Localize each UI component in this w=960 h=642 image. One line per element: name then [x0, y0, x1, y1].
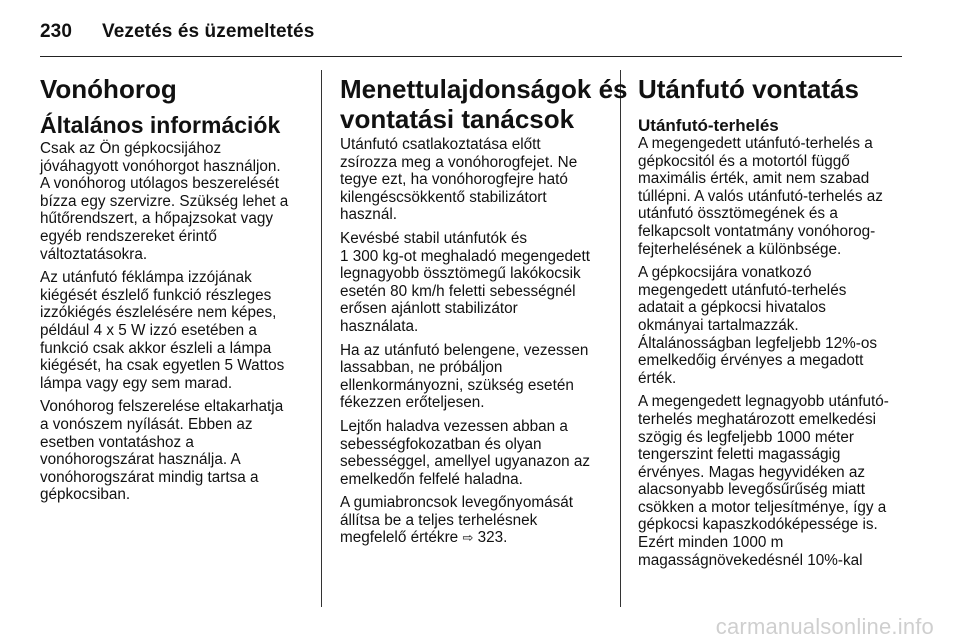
text-line: emelkedőig érvényes a megadott	[638, 352, 864, 370]
text-line: izzókiégés észlelésére nem képes,	[40, 304, 277, 322]
running-title: Vezetés és üzemeltetés	[102, 21, 315, 42]
text-line-with-reference	[340, 529, 612, 547]
text-line: állítsa be a teljes terhelésnek	[340, 511, 538, 529]
text-line: magasságnövekedésnél 10%-kal	[638, 551, 863, 569]
paragraph	[40, 140, 312, 263]
text-line: zsírozza meg a vonóhorogfejet. Ne	[340, 153, 578, 171]
page-number: 230	[40, 21, 73, 42]
text-line: A gumiabroncsok levegőnyomását	[340, 494, 573, 512]
text-line: túllépni. A valós utánfutó-terhelés az	[638, 187, 883, 205]
text-line: fékezzen erőteljesen.	[340, 394, 485, 412]
text-line: szögig és legfeljebb 1000 méter	[638, 428, 854, 446]
paragraph	[340, 418, 612, 488]
text-line: erősen ajánlott stabilizátor	[340, 300, 518, 318]
text-line: tegye ezt, ha vonóhorogfejre ható	[340, 171, 568, 189]
watermark-text: carmanualsonline.info	[715, 614, 934, 639]
text-line: Kevésbé stabil utánfutók és	[340, 229, 528, 247]
text-line: hűtőrendszert, a hőpajzsokat vagy	[40, 210, 273, 228]
text-line: Lejtőn haladva vezessen abban a	[340, 417, 568, 435]
text-line: terhelés meghatározott emelkedési	[638, 410, 877, 428]
text-line: gépkocsitól és a motortól függő	[638, 152, 850, 170]
text-line: okmányai tartalmazzák.	[638, 316, 799, 334]
text-line: Ha az utánfutó belengene, vezessen	[340, 341, 589, 359]
column-2	[340, 68, 628, 553]
page-reference-link[interactable]: 323.	[477, 529, 508, 547]
paragraph	[638, 393, 910, 569]
page-header	[40, 14, 314, 50]
paragraph	[340, 136, 612, 224]
text-line: A gépkocsijára vonatkozó	[638, 264, 812, 282]
text-line: fejterhelésének a különbsége.	[638, 240, 842, 258]
text-line: csökken a motor teljesítménye, így a	[638, 498, 887, 516]
text-line: A megengedett legnagyobb utánfutó-	[638, 393, 889, 411]
text-line: utánfutó össztömegének és a	[638, 205, 838, 223]
text-line: sebességfokozatban és olyan	[340, 435, 542, 453]
text-line: kiégését, ha csak egyetlen 5 Wattos	[40, 357, 285, 375]
arrow-reference-icon: ⇨	[462, 530, 474, 546]
text-line: egyéb rendszereket érintő	[40, 227, 217, 245]
subsection-title-utanfuto-terheles: Utánfutó-terhelés	[638, 116, 779, 135]
section-title-utanfuto-vontatas: Utánfutó vontatás	[638, 74, 859, 104]
text-line: Ezért minden 1000 m	[638, 534, 784, 552]
text-line: Általánosságban legfeljebb 12%-os	[638, 334, 877, 352]
column-divider-1	[321, 70, 322, 607]
paragraph	[340, 342, 612, 412]
text-line: Csak az Ön gépkocsijához	[40, 140, 222, 157]
text-line: használata.	[340, 317, 419, 335]
text-line: Utánfutó csatlakoztatása előtt	[340, 136, 541, 153]
text-line: felkapcsolt vontatmány vonóhorog-	[638, 222, 876, 240]
text-line: 1 300 kg-ot meghaladó megengedett	[340, 247, 591, 265]
section-title-vonohorog: Vonóhorog	[40, 74, 177, 104]
column-divider-2	[620, 70, 621, 607]
text-line: sebességgel, amellyel ugyanazon az	[340, 453, 591, 471]
text-line: esetén 80 km/h feletti sebességnél	[340, 282, 576, 300]
text-line: Vonóhorog felszerelése eltakarhatja	[40, 398, 284, 416]
subsection-title-altalanos: Általános információk	[40, 112, 281, 138]
text-line: például 4 x 5 W izzó esetében a	[40, 321, 257, 339]
paragraph	[40, 269, 312, 392]
text-line: vonóhorogszárat használja. A	[40, 451, 241, 469]
paragraph	[638, 135, 910, 258]
text-line: ellenkormányozni, szükség esetén	[340, 376, 574, 394]
text-line: esetben vontatáshoz a	[40, 433, 194, 451]
text-line: A megengedett utánfutó-terhelés a	[638, 135, 873, 152]
text-line: lámpa vagy egy sem marad.	[40, 374, 233, 392]
text-line: használ.	[340, 206, 397, 224]
title-line: Menettulajdonságok és	[340, 74, 628, 104]
text-line: maximális érték, amit nem szabad	[638, 170, 870, 188]
text-line: a vonószem nyílását. Ebben az	[40, 415, 253, 433]
paragraph	[638, 264, 910, 387]
text-line: legnagyobb össztömegű lakókocsik	[340, 265, 581, 283]
section-title-menettulajdonsagok	[340, 74, 628, 134]
text-line: A vonóhorog utólagos beszerelését	[40, 175, 279, 193]
column-1	[40, 68, 312, 510]
text-line: kiégését észlelő funkció részleges	[40, 286, 272, 304]
text-line: bízza egy szervizre. Szükség lehet a	[40, 192, 289, 210]
text-line: gépkocsi kapaszkodóképessége is.	[638, 516, 878, 534]
text-line: gépkocsiban.	[40, 486, 131, 504]
text-line: kilengéscsökkentő stabilizátort	[340, 188, 547, 206]
text-line: változtatásokra.	[40, 245, 148, 263]
text-line: funkció csak akkor észleli a lámpa	[40, 339, 272, 357]
text-line: vonóhorogszárat mindig tartsa a	[40, 468, 259, 486]
paragraph	[340, 494, 612, 547]
text-line: lassabban, ne próbáljon	[340, 359, 503, 377]
title-line: vontatási tanácsok	[340, 104, 575, 134]
text-segment: megfelelő értékre	[340, 529, 459, 547]
column-3	[638, 68, 910, 575]
text-line: érvényes. Magas hegyvidéken az	[638, 463, 866, 481]
text-line: Az utánfutó féklámpa izzójának	[40, 269, 252, 287]
text-line: tengerszint feletti magasságig	[638, 446, 841, 464]
text-line: emelkedőn felfelé haladna.	[340, 470, 523, 488]
paragraph	[40, 398, 312, 504]
text-line: adatait a gépkocsi hivatalos	[638, 299, 826, 317]
header-rule	[40, 56, 902, 57]
text-line: érték.	[638, 369, 677, 387]
paragraph	[340, 230, 612, 336]
text-line: alacsonyabb levegősűrűség miatt	[638, 481, 866, 499]
text-line: megengedett utánfutó-terhelés	[638, 281, 847, 299]
text-line: jóváhagyott vonóhorgot használjon.	[40, 157, 281, 175]
